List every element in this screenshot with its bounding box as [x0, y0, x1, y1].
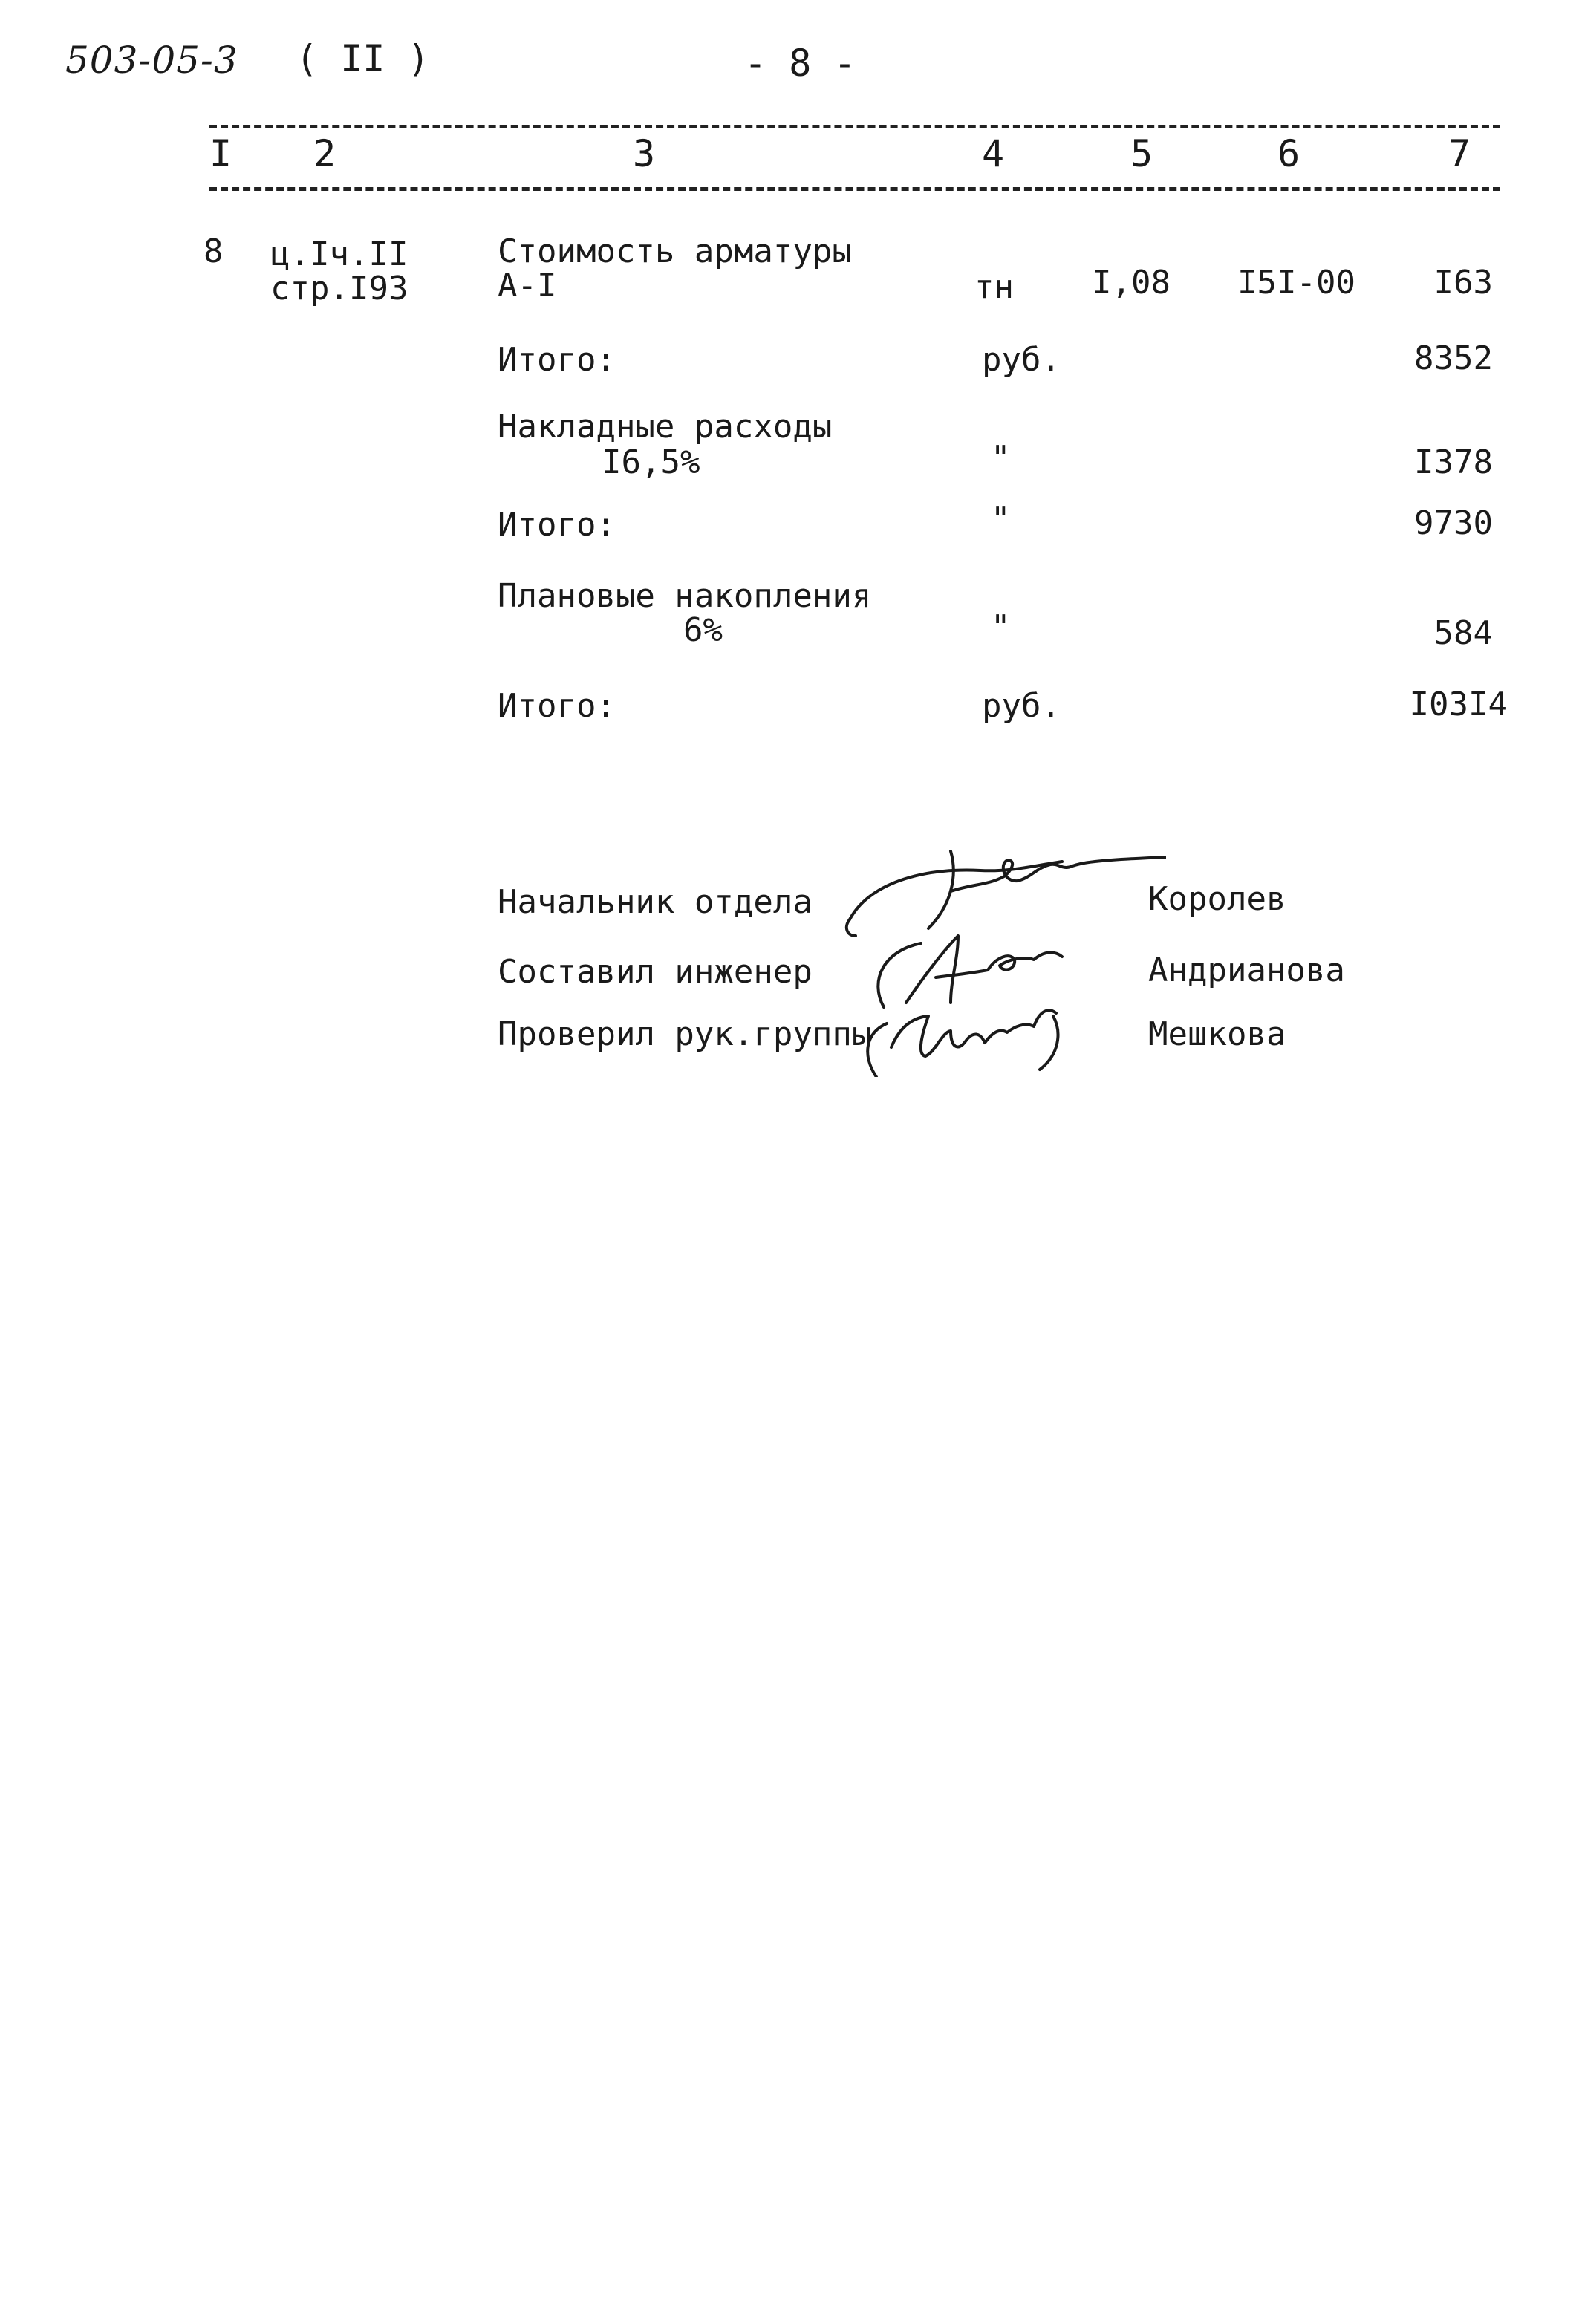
reference-line2: стр.I93	[270, 270, 408, 307]
page-number: - 8 -	[744, 42, 856, 85]
unit-cell: "	[991, 608, 1011, 646]
description-line2: I6,5%	[602, 443, 700, 481]
reference-line1: ц.Iч.II	[270, 235, 408, 273]
description-cell: Итого:	[498, 506, 616, 544]
column-header-1: I	[209, 132, 232, 175]
unit-cell: руб.	[982, 341, 1061, 379]
total-cell: 584	[1433, 614, 1493, 652]
description-cell: Итого:	[498, 687, 616, 725]
handwritten-signatures	[839, 832, 1166, 1077]
header-top-rule	[209, 125, 1500, 128]
signature-name: Мешкова	[1148, 1015, 1286, 1053]
price-cell: I5I-00	[1237, 264, 1355, 302]
header-bottom-rule	[209, 187, 1500, 191]
total-cell: I03I4	[1409, 686, 1508, 723]
description-line1: Накладные расходы	[498, 408, 833, 446]
total-cell: 8352	[1414, 339, 1493, 377]
total-cell: I63	[1433, 264, 1493, 302]
total-cell: 9730	[1414, 504, 1493, 542]
signature-name: Королев	[1148, 880, 1286, 918]
row-number: 8	[204, 232, 224, 270]
total-cell: I378	[1414, 443, 1493, 481]
column-header-2: 2	[313, 132, 336, 175]
unit-cell: руб.	[982, 687, 1061, 725]
description-cell: Итого:	[498, 341, 616, 379]
description-line1: Плановые накопления	[498, 577, 872, 615]
description-line1: Стоимость арматуры	[498, 232, 852, 270]
signature-role: Составил инженер	[498, 953, 813, 991]
quantity-cell: I,08	[1092, 264, 1171, 302]
column-header-3: 3	[633, 132, 656, 175]
column-header-4: 4	[982, 132, 1005, 175]
document-code: 503-05-3	[65, 39, 238, 82]
signature-name: Андрианова	[1148, 951, 1345, 989]
unit-cell: "	[991, 500, 1011, 538]
column-header-6: 6	[1277, 132, 1300, 175]
description-line2: А-I	[498, 267, 557, 305]
description-line2: 6%	[683, 611, 723, 649]
unit-cell: тн	[974, 268, 1014, 306]
document-part: ( II )	[296, 37, 430, 80]
unit-cell: "	[991, 439, 1011, 477]
column-header-5: 5	[1130, 132, 1153, 175]
column-header-7: 7	[1448, 132, 1471, 175]
signature-role: Начальник отдела	[498, 883, 813, 921]
signature-role: Проверил рук.группы	[498, 1015, 872, 1053]
